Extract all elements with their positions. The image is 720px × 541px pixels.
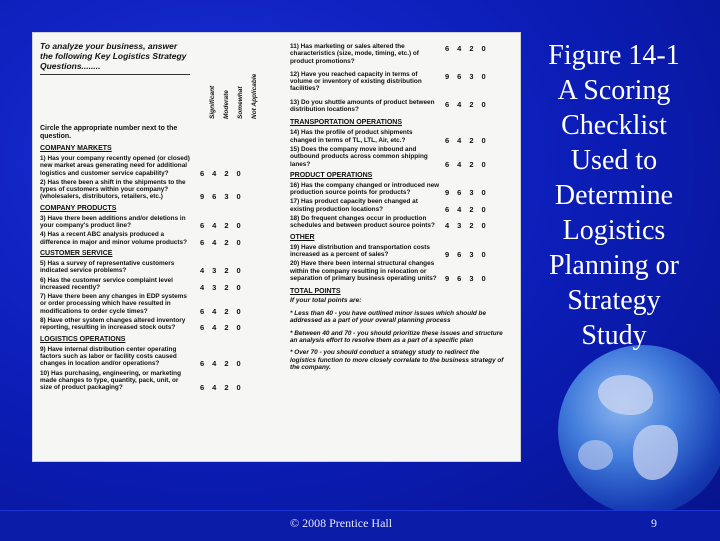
checklist-document [33, 33, 520, 461]
score-options: 9 6 3 0 [445, 188, 486, 198]
slide-title-line: Strategy [567, 285, 661, 316]
checklist-question: 5) Has a survey of representative customers indicated service problems? 4 3 2 0 [40, 259, 241, 276]
score-options: 4 3 2 0 [200, 282, 241, 292]
score-options: 9 6 3 0 [445, 273, 486, 283]
checklist-question: 19) Have distribution and transportation costs increased as a percent of sales? 9 6 3 0 [290, 243, 486, 259]
slide-title-line: Study [581, 320, 647, 351]
checklist-question: 13) Do you shuttle amounts of product between distribution locations? 6 4 2 0 [290, 98, 486, 114]
checklist-question: 3) Have there been additions and/or deletions in your company's product line? 6 4 2 0 [40, 214, 241, 231]
total-points-intro: If your total points are: [290, 297, 362, 305]
checklist-question: 9) Have internal distribution center operating factors such as labor or facility costs caused changes in location and/or operations? 6 4 2 0 [40, 345, 241, 369]
scale-header: Moderate [223, 90, 230, 119]
checklist-intro: To analyze your business, answer the following Key Logistics Strategy Questions........ [40, 41, 187, 71]
divider [40, 74, 190, 75]
checklist-question: 15) Does the company move inbound and outbound products across common shipping lanes? 6 4 2 0 [290, 145, 486, 169]
slide-title-line: Figure 14-1 [548, 40, 680, 71]
checklist-question: 11) Has marketing or sales altered the characteristics (size, mode, timing, etc.) of product promotions? 6 4 2 0 [290, 43, 486, 65]
checklist-right-column [290, 41, 518, 372]
checklist-question: 7) Have there been any changes in EDP systems or order processing which have resulted in modifications to order cycle times? 6 4 2 0 [40, 293, 241, 316]
checklist-question: 14) Has the profile of product shipments changed in terms of TL, LTL, Air, etc.? 6 4 2 0 [290, 129, 486, 145]
slide-title-line: Logistics [562, 215, 666, 246]
footer-copyright: © 2008 Prentice Hall [290, 516, 393, 530]
score-interpretation: * Over 70 - you should conduct a strategy study to redirect the logistics function to more closely correlate to the business strategy of the company. [290, 349, 504, 372]
slide-title-line: Planning or [549, 250, 679, 281]
checklist-question: 20) Have there been internal structural changes within the company resulting in relocation or separation of primary business operating units? 9 6 3 0 [290, 260, 486, 283]
checklist-left-column [40, 41, 280, 391]
score-options: 6 4 2 0 [200, 323, 241, 333]
slide-title-line: Used to [570, 145, 658, 176]
score-options: 6 4 2 0 [445, 159, 486, 169]
score-options: 4 3 2 0 [445, 221, 486, 231]
checklist-question: 6) Has the customer service complaint level increased recently? 4 3 2 0 [40, 276, 241, 292]
score-options: 6 4 2 0 [200, 168, 241, 178]
section-heading: OTHER [290, 233, 315, 241]
checklist-question: 18) Do frequent changes occur in production schedules and between product source points? 4 3 2 0 [290, 215, 486, 231]
scale-headers [208, 69, 278, 119]
slide-title-line: Checklist [561, 110, 667, 141]
checklist-question: 4) Has a recent ABC analysis produced a difference in major and minor volume products? 6 4 2 0 [40, 231, 241, 247]
score-interpretation: * Less than 40 - you have outlined minor issues which should be addressed as a part of your overall planning process [290, 309, 487, 325]
score-options: 6 4 2 0 [200, 237, 241, 247]
section-heading: TRANSPORTATION OPERATIONS [290, 119, 402, 127]
checklist-question: 16) Has the company changed or introduced new production source points for products? 9 6 3 0 [290, 181, 486, 198]
checklist-question: 17) Has product capacity been changed at existing production locations? 6 4 2 0 [290, 198, 486, 214]
score-options: 6 4 2 0 [445, 204, 486, 214]
page-number: 9 [651, 516, 657, 530]
score-options: 6 4 2 0 [200, 383, 241, 393]
checklist-question: 10) Has purchasing, engineering, or marketing made changes to type, quantity, pack, unit, or size of product packaging? 6 4 2 0 [40, 369, 241, 393]
instruction-text: Circle the appropriate number next to the question. [40, 125, 178, 140]
checklist-question: 2) Has there been a shift in the shipments to the types of customers within your company? (wholesalers, distributors, retailers, etc.) 9 6 3 0 [40, 178, 241, 202]
globe-graphic [558, 345, 720, 515]
globe-landmass [578, 440, 613, 470]
score-options: 6 4 2 0 [200, 221, 241, 231]
score-options: 6 4 2 0 [200, 306, 241, 316]
checklist-question: 12) Have you reached capacity in terms of volume or inventory of existing distribution facilities? 9 6 3 0 [290, 70, 486, 93]
score-options: 9 6 3 0 [445, 71, 486, 81]
scale-header: Somewhat [237, 86, 244, 119]
section-heading: PRODUCT OPERATIONS [290, 171, 373, 179]
total-points-label: TOTAL POINTS [290, 288, 341, 296]
globe-landmass [633, 425, 678, 480]
score-options: 6 4 2 0 [200, 359, 241, 369]
scale-header: Not Applicable [251, 73, 258, 119]
score-interpretation: * Between 40 and 70 - you should prioritize these issues and structure an analysis effort to resolve them as a part of a specific plan [290, 329, 503, 344]
slide-title [530, 38, 698, 353]
section-heading: LOGISTICS OPERATIONS [40, 335, 126, 343]
checklist-question: 8) Have other system changes altered inventory reporting, resulting in increased stock outs? 6 4 2 0 [40, 317, 241, 333]
score-options: 6 4 2 0 [445, 135, 486, 145]
globe-landmass [598, 375, 653, 415]
section-heading: COMPANY PRODUCTS [40, 204, 117, 212]
score-options: 6 4 2 0 [445, 99, 486, 109]
slide-title-line: A Scoring [557, 75, 671, 106]
score-options: 4 3 2 0 [200, 266, 241, 276]
score-options: 6 4 2 0 [445, 44, 486, 53]
section-heading: COMPANY MARKETS [40, 145, 112, 152]
section-heading: CUSTOMER SERVICE [40, 249, 113, 257]
score-options: 9 6 3 0 [445, 249, 486, 259]
scale-header: Significant [209, 85, 216, 119]
slide-title-line: Determine [554, 180, 674, 211]
score-options: 9 6 3 0 [200, 192, 241, 202]
checklist-question: 1) Has your company recently opened (or closed) new market areas generating need for additional logistics and customer service capability? 6 4 2 0 [40, 155, 241, 178]
